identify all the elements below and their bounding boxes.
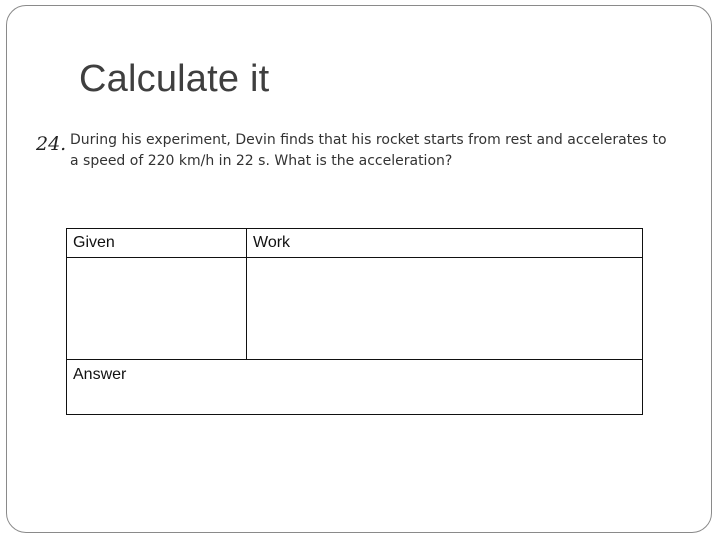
given-input-cell[interactable]	[67, 258, 246, 359]
problem-text: During his experiment, Devin finds that his rocket starts from rest and accelerates to a speed of 220 km/h in 22 s. What is the acceleration?	[70, 132, 667, 169]
work-header-cell	[247, 229, 643, 257]
answer-label: Answer	[73, 366, 127, 383]
answer-cell[interactable]	[67, 360, 643, 414]
given-header-cell	[67, 229, 246, 257]
given-label: Given	[73, 234, 115, 251]
given-work-answer-table	[66, 228, 643, 415]
problem-number: 24.	[36, 133, 67, 155]
work-input-cell[interactable]	[247, 258, 643, 359]
slide-title: Calculate it	[79, 58, 270, 100]
work-label: Work	[253, 234, 291, 251]
